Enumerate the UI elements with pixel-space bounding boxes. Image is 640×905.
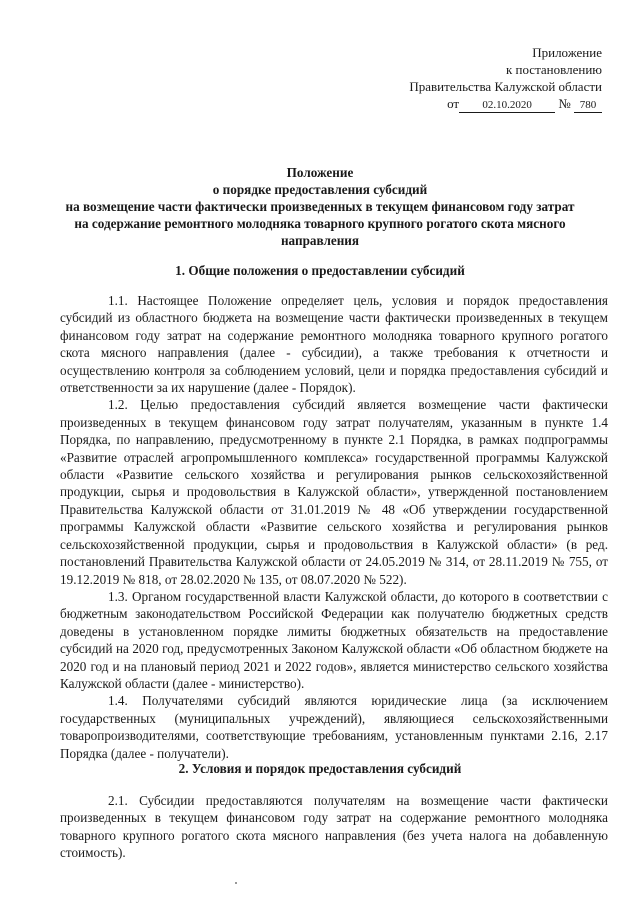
scan-speck <box>235 882 237 884</box>
section-1-heading: 1. Общие положения о предоставлении субсидий <box>175 263 465 278</box>
title-line-2: о порядке предоставления субсидий <box>212 182 428 197</box>
appendix-number: 780 <box>574 98 602 113</box>
appendix-block <box>342 44 602 113</box>
title-line-3: на возмещение части фактически произведенных в текущем финансовом году затрат <box>65 199 575 214</box>
appendix-from-label: от <box>447 96 460 111</box>
appendix-line-1: Приложение <box>532 45 602 60</box>
paragraph-2-1: 2.1. Субсидии предоставляются получателям на возмещение части фактически произведенных в текущем финансовом году затрат на содержание ремонтного молодняка товарного крупного рогатого скота мясного направления (без учета налога на добавленную стоимость). <box>60 793 608 861</box>
section-1-body <box>60 292 608 762</box>
section-2-heading: 2. Условия и порядок предоставления субсидий <box>178 761 462 776</box>
title-line-1: Положение <box>286 165 354 180</box>
appendix-line-3: Правительства Калужской области <box>409 79 602 94</box>
paragraph-1-2: 1.2. Целью предоставления субсидий является возмещение части фактически произведенных в текущем финансовом году затрат получателям, указанным в пункте 1.4 Порядка, по направлению, предусмотренному в пункте 2.1 Порядка, в рамках подпрограммы «Развитие отраслей агропромышленного комплекса» государственной программы Калужской области «Развитие сельского хозяйства и регулирования рынков сельскохозяйственной продукции, сырья и продовольствия в Калужской области», утвержденной постановлением Правительства Калужской области от 31.01.2019 № 48 «Об утверждении государственной программы Калужской области «Развитие сельского хозяйства и регулирования рынков сельскохозяйственной продукции, сырья и продовольствия в Калужской области» (в ред. постановлений Правительства Калужской области от 24.05.2019 № 314, от 28.11.2019 № 755, от 19.12.2019 № 818, от 28.02.2020 № 135, от 08.07.2020 № 522). <box>60 397 608 587</box>
appendix-number-label: № <box>558 96 571 111</box>
paragraph-1-1: 1.1. Настоящее Положение определяет цель, условия и порядок предоставления субсидий из областного бюджета на возмещение части фактически произведенных в текущем финансовом году затрат на содержание ремонтного молодняка товарного крупного рогатого скота мясного направления (далее - субсидии), а также требования к отчетности и осуществлению контроля за соблюдением условий, цели и порядка предоставления субсидий и ответственности за их нарушение (далее - Порядок). <box>60 293 608 396</box>
paragraph-1-4: 1.4. Получателями субсидий являются юридические лица (за исключением государственных (муниципальных учреждений), являющиеся сельскохозяйственными товаропроизводителями, соответствующие требованиям, установленным пунктами 2.16, 2.17 Порядка (далее - получатели). <box>60 693 608 761</box>
appendix-date-line <box>342 95 602 113</box>
document-title <box>40 164 600 249</box>
title-line-5: направления <box>280 233 360 248</box>
appendix-date: 02.10.2020 <box>459 98 555 113</box>
section-2-body <box>60 792 608 862</box>
appendix-line-2: к постановлению <box>505 62 602 77</box>
title-line-4: на содержание ремонтного молодняка товарного крупного рогатого скота мясного <box>74 216 566 231</box>
paragraph-1-3: 1.3. Органом государственной власти Калужской области, до которого в соответствии с бюджетным законодательством Российской Федерации как получателю бюджетных средств доведены в установленном порядке лимиты бюджетных обязательств на предоставление субсидий на 2020 год, предусмотренных Законом Калужской области «Об областном бюджете на 2020 год и на плановый период 2021 и 2022 годов», является министерство сельского хозяйства Калужской области (далее - министерство). <box>60 588 608 691</box>
